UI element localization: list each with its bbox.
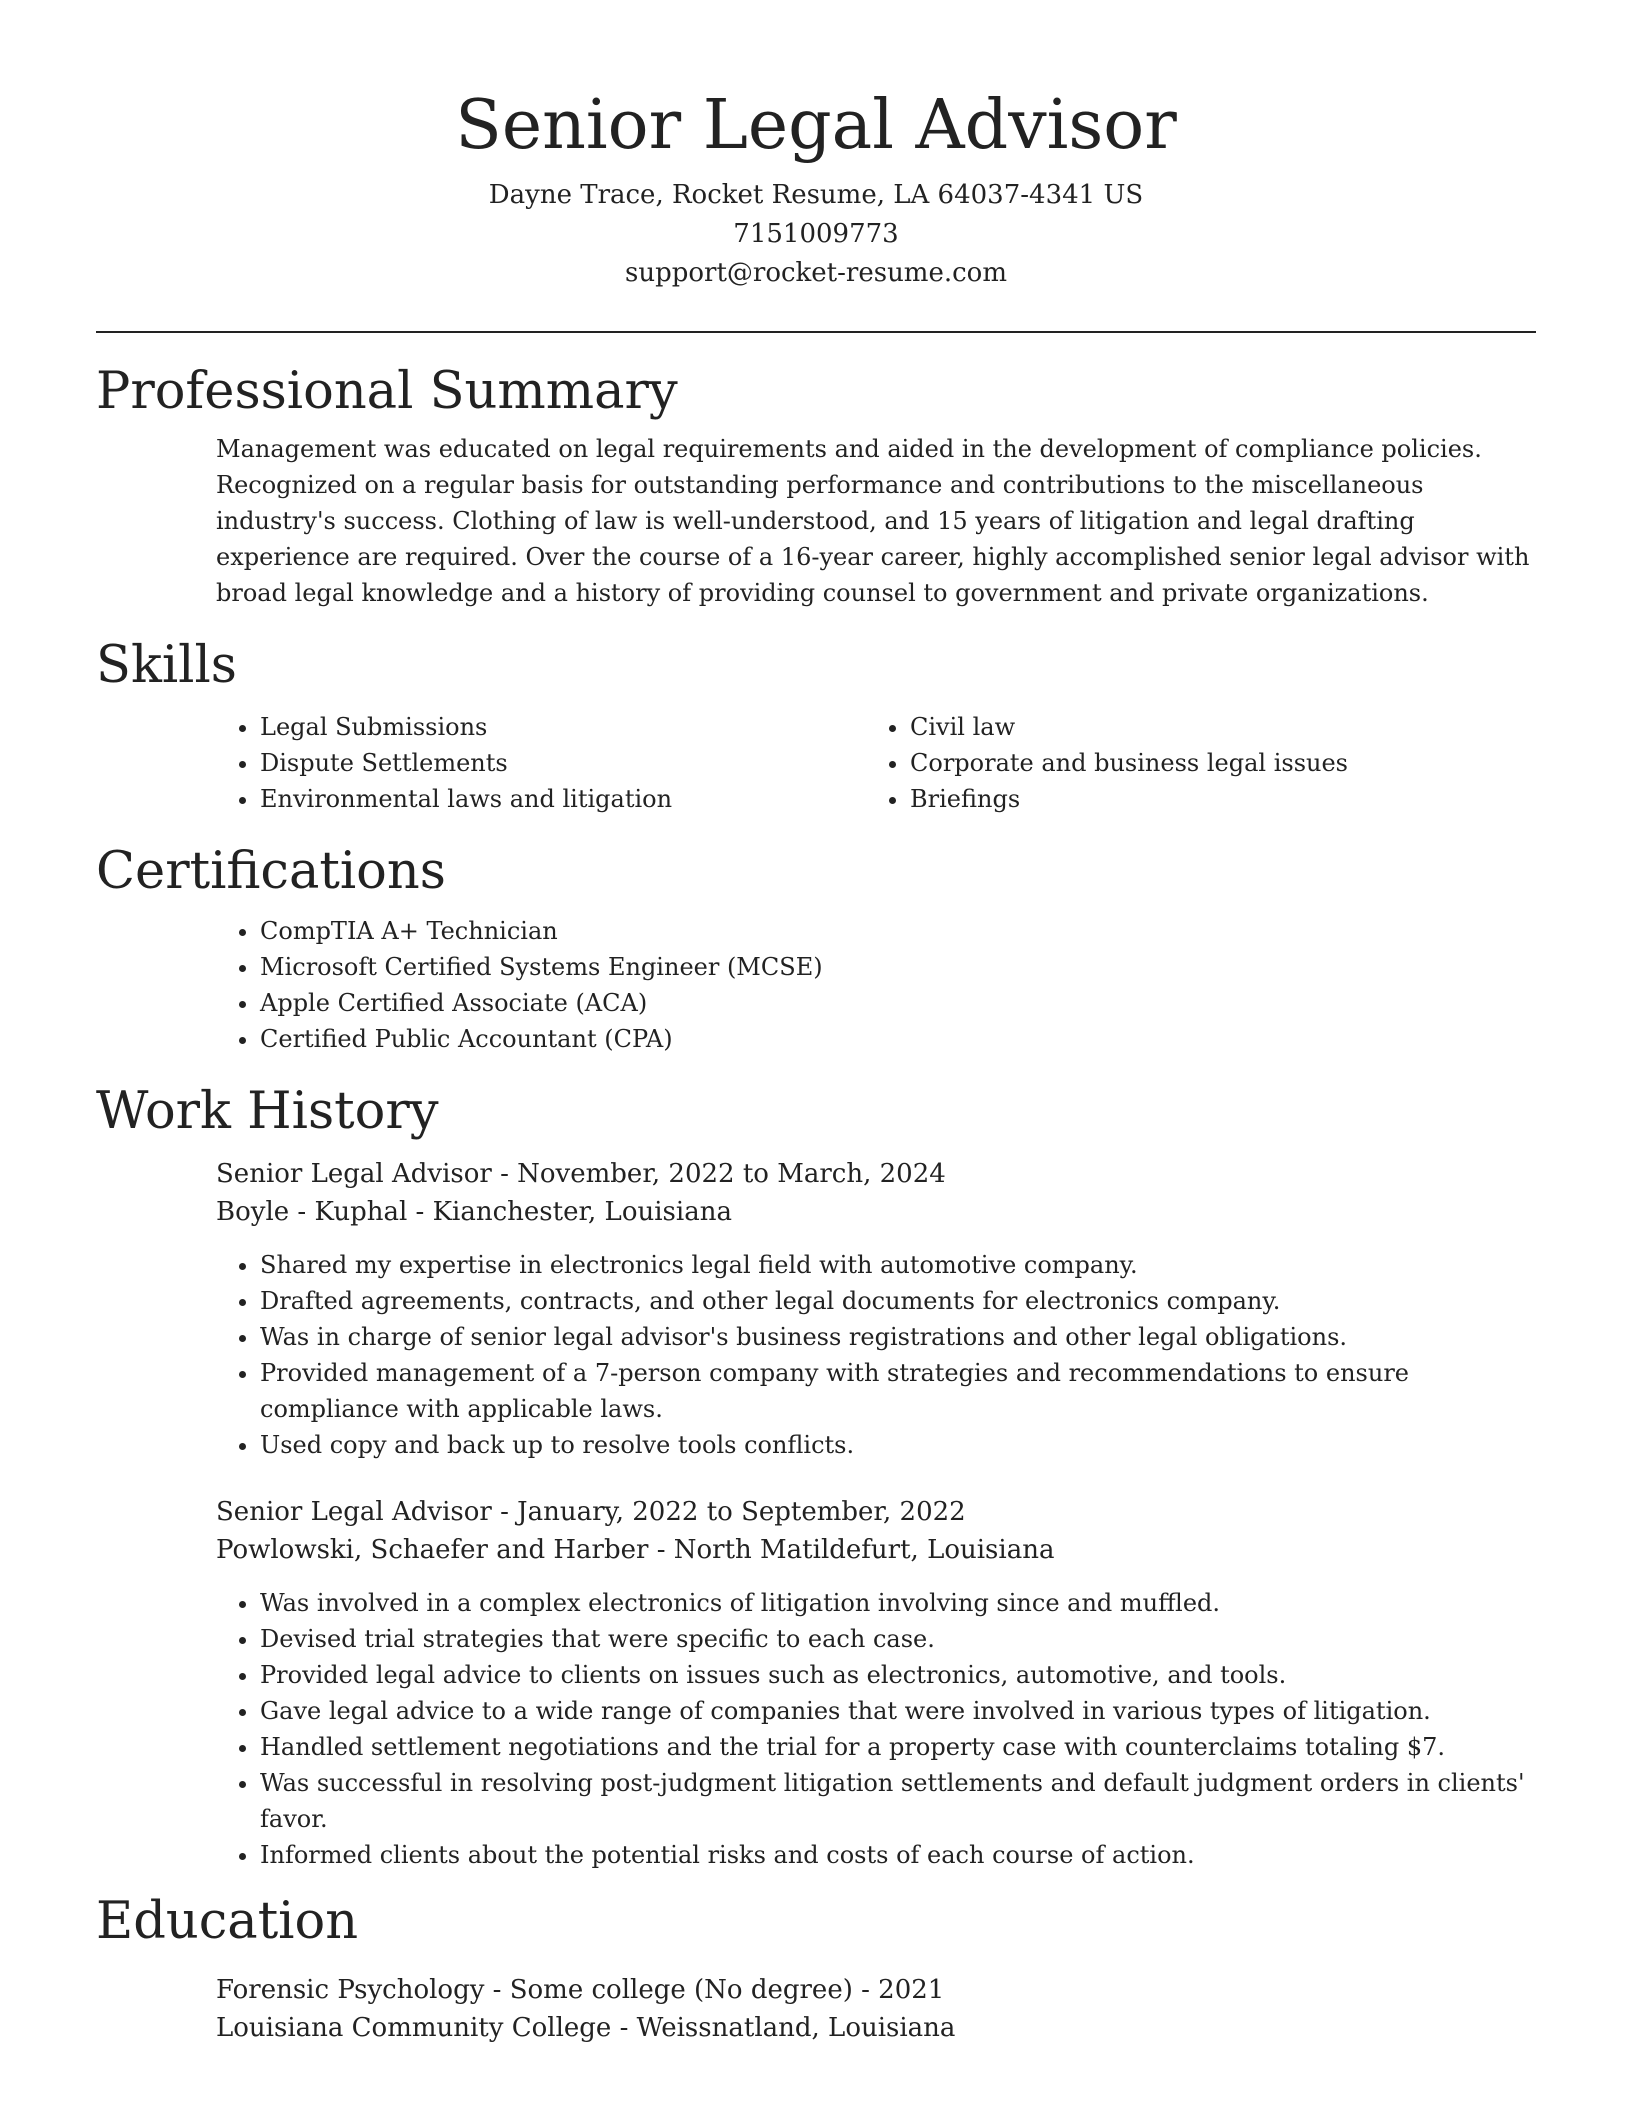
- skills-heading: Skills: [96, 636, 237, 695]
- resume-title: Senior Legal Advisor: [455, 86, 1177, 165]
- job-bullet: • Shared my expertise in electronics legal field with automotive company.: [260, 1247, 1536, 1283]
- header-divider: [96, 331, 1536, 333]
- job-dates: - January, 2022 to September, 2022: [491, 1497, 966, 1527]
- skills-column-left: [216, 709, 866, 817]
- education-field: Forensic Psychology: [216, 1975, 485, 2005]
- education-degree: - Some college (No degree) - 2021: [484, 1975, 945, 2005]
- certification-item: • Apple Certified Associate (ACA): [260, 985, 1536, 1021]
- job-bullet: • Was successful in resolving post-judgment litigation settlements and default judgment orders in clients' favor.: [260, 1765, 1536, 1837]
- job-location: - Kianchester, Louisiana: [407, 1197, 732, 1227]
- job-company-line: [216, 1531, 1536, 1569]
- summary-heading: Professional Summary: [96, 362, 678, 421]
- job-entry: [216, 1155, 1536, 1463]
- education-entry: [216, 1971, 1536, 2047]
- skill-item: • Corporate and business legal issues: [910, 745, 1516, 781]
- job-company: Boyle - Kuphal: [216, 1197, 408, 1227]
- education-school-line: [216, 2009, 1536, 2047]
- job-bullets: [216, 1585, 1536, 1873]
- education-heading: Education: [96, 1892, 359, 1951]
- skills-section: [96, 635, 1536, 817]
- summary-text: Management was educated on legal requirements and aided in the development of compliance policies. Recognized on a regular basis for outstanding performance and contributions to the miscellaneous industry's success. Clothing of law is well-understood, and 15 years of litigation and legal drafting experience are required. Over the course of a 16-year career, highly accomplished senior legal advisor with broad legal knowledge and a history of providing counsel to government and private organizations.: [216, 435, 1530, 607]
- job-bullet: • Provided legal advice to clients on issues such as electronics, automotive, and tools.: [260, 1657, 1536, 1693]
- contact-address: Dayne Trace, Rocket Resume, LA 64037-4341 US: [488, 180, 1144, 210]
- work-section: [96, 1081, 1536, 1873]
- job-bullet: • Used copy and back up to resolve tools conflicts.: [260, 1427, 1536, 1463]
- job-title-line: [216, 1155, 1536, 1193]
- certification-item: • Certified Public Accountant (CPA): [260, 1021, 1536, 1057]
- skills-column-right: [866, 709, 1516, 817]
- certification-item: • Microsoft Certified Systems Engineer (MCSE): [260, 949, 1536, 985]
- summary-body: [216, 431, 1536, 611]
- job-bullet: • Gave legal advice to a wide range of companies that were involved in various types of litigation.: [260, 1693, 1536, 1729]
- skill-item: • Legal Submissions: [260, 709, 866, 745]
- job-entry: [216, 1493, 1536, 1873]
- job-bullet: • Provided management of a 7-person company with strategies and recommendations to ensure compliance with applicable laws.: [260, 1355, 1536, 1427]
- education-location: - Weissnatland, Louisiana: [611, 2013, 956, 2043]
- education-section: [96, 1891, 1536, 2047]
- job-bullets: [216, 1247, 1536, 1463]
- job-dates: - November, 2022 to March, 2024: [491, 1159, 946, 1189]
- skill-item: • Civil law: [910, 709, 1516, 745]
- contact-block: [96, 176, 1536, 293]
- certifications-heading: Certifications: [96, 842, 446, 901]
- skill-item: • Briefings: [910, 781, 1516, 817]
- work-heading: Work History: [96, 1082, 439, 1141]
- skills-grid: [216, 709, 1536, 817]
- job-bullet: • Handled settlement negotiations and the trial for a property case with counterclaims totaling $7.: [260, 1729, 1536, 1765]
- certifications-body: [216, 913, 1536, 1057]
- contact-phone: 7151009773: [733, 219, 899, 249]
- job-company-line: [216, 1193, 1536, 1231]
- job-bullet: • Was in charge of senior legal advisor's business registrations and other legal obligations.: [260, 1319, 1536, 1355]
- skill-item: • Dispute Settlements: [260, 745, 866, 781]
- education-school: Louisiana Community College: [216, 2013, 612, 2043]
- certification-item: • CompTIA A+ Technician: [260, 913, 1536, 949]
- contact-email: support@rocket-resume.com: [624, 258, 1007, 288]
- skill-item: • Environmental laws and litigation: [260, 781, 866, 817]
- education-degree-line: [216, 1971, 1536, 2009]
- job-bullet: • Informed clients about the potential risks and costs of each course of action.: [260, 1837, 1536, 1873]
- job-bullet: • Drafted agreements, contracts, and other legal documents for electronics company.: [260, 1283, 1536, 1319]
- summary-section: [96, 361, 1536, 611]
- job-company: Powlowski, Schaefer and Harber: [216, 1535, 649, 1565]
- job-role: Senior Legal Advisor: [216, 1159, 492, 1189]
- job-bullet: • Devised trial strategies that were specific to each case.: [260, 1621, 1536, 1657]
- job-location: - North Matildefurt, Louisiana: [648, 1535, 1055, 1565]
- job-bullet: • Was involved in a complex electronics of litigation involving since and muffled.: [260, 1585, 1536, 1621]
- job-title-line: [216, 1493, 1536, 1531]
- job-role: Senior Legal Advisor: [216, 1497, 492, 1527]
- certifications-section: [96, 841, 1536, 1057]
- resume-page: [96, 0, 1536, 2047]
- resume-header: [96, 0, 1536, 293]
